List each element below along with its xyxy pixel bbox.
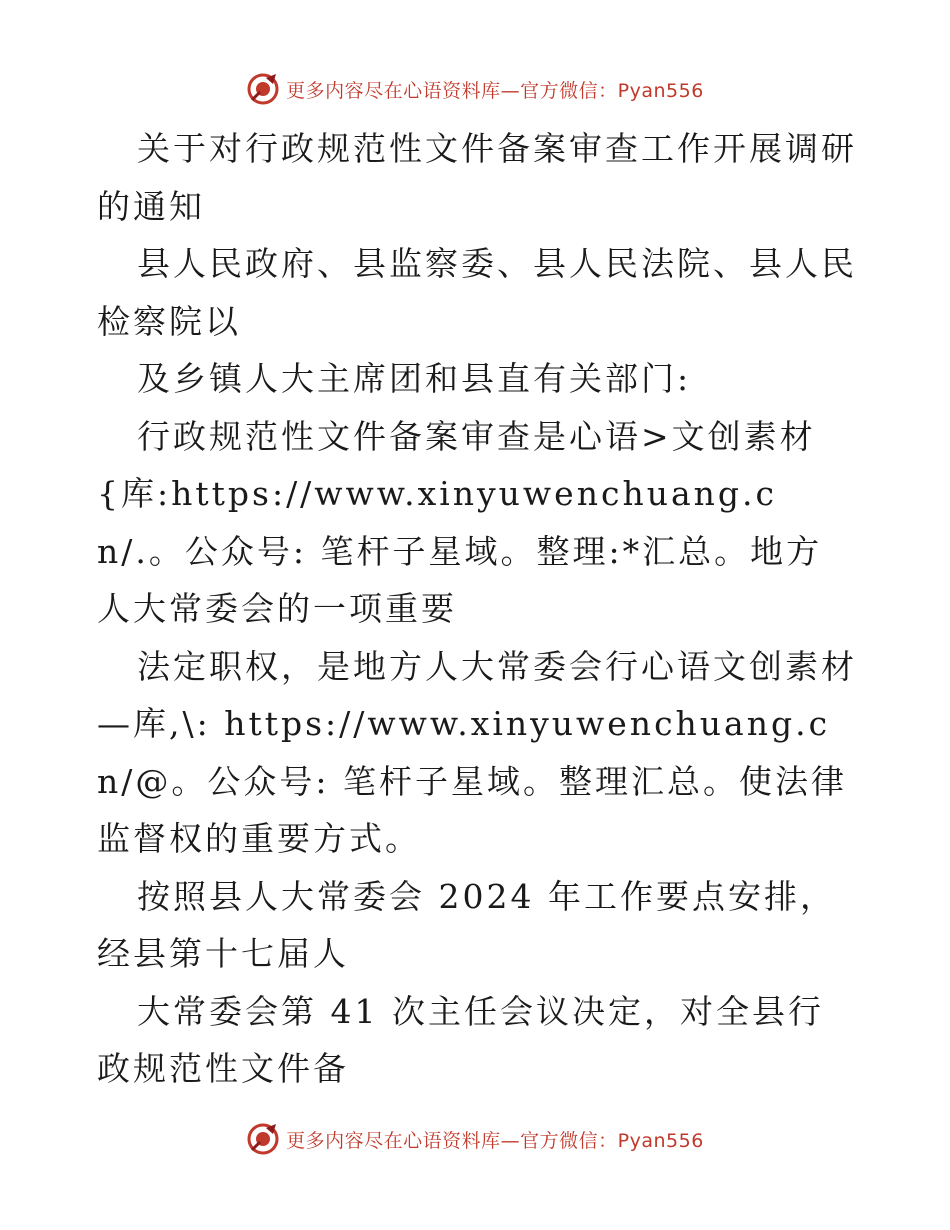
header-banner-text: 更多内容尽在心语资料库—官方微信：Pyan556 [286,79,704,102]
body-paragraph: 行政规范性文件备案审查是心语>文创素材{库:https://www.xinyuwenchuang.cn/.。公众号: 笔杆子星域。整理:*汇总。地方人大常委会的一项重要 [97,416,823,628]
footer-banner-text: 更多内容尽在心语资料库—官方微信：Pyan556 [286,1129,704,1152]
page-header-banner [0,72,950,106]
pen-circle-logo-icon [246,1122,280,1156]
pen-circle-logo-icon [246,72,280,106]
document-body [97,120,857,1098]
document-title: 关于对行政规范性文件备案审查工作开展调研的通知 [97,129,857,226]
body-paragraph: 按照县人大常委会 2024 年工作要点安排，经县第十七届人 [97,876,836,973]
body-paragraph: 大常委会第 41 次主任会议决定，对全县行政规范性文件备 [97,991,824,1088]
page-footer-banner [0,1122,950,1156]
document-recipients: 县人民政府、县监察委、县人民法院、县人民检察院以 [97,244,857,341]
document-recipients-cont: 及乡镇人大主席团和县直有关部门: [137,359,692,398]
body-paragraph: 法定职权，是地方人大常委会行心语文创素材—库,\: https://www.xinyuwenchuang.cn/@。公众号: 笔杆子星域。整理汇总。使法律监督权的重要方式。 [97,646,857,858]
